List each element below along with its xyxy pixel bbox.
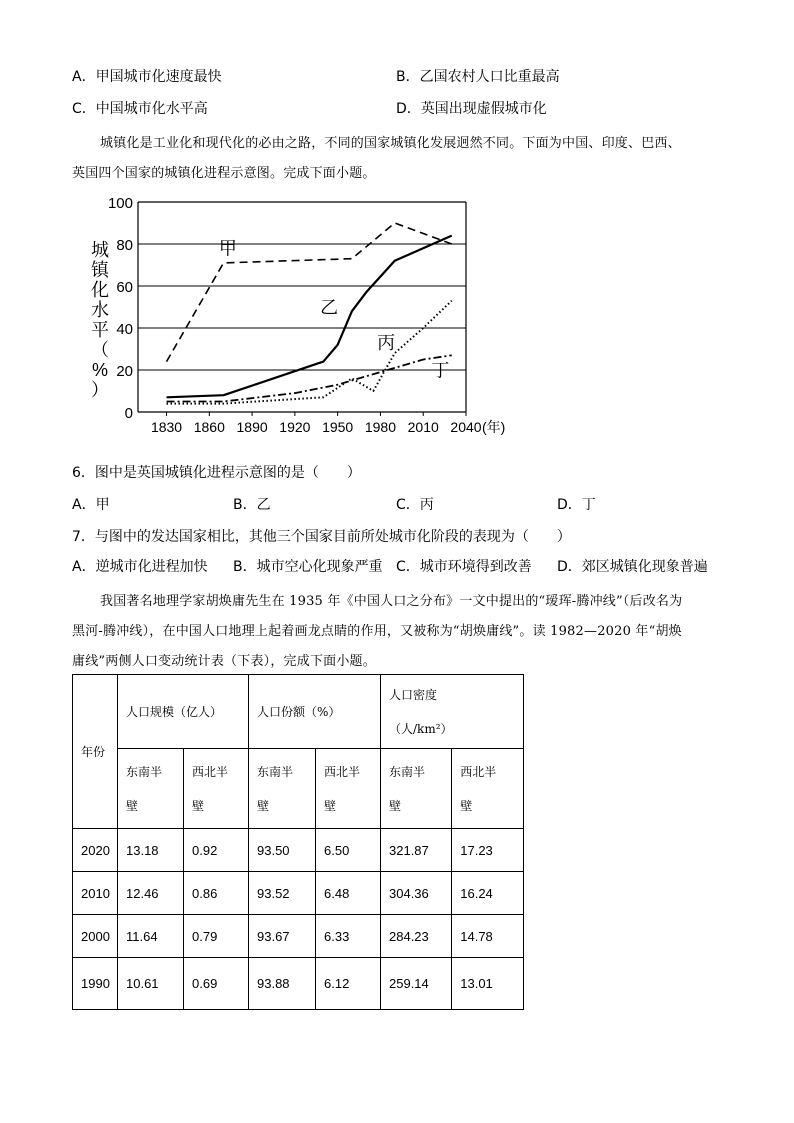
x-tick-label: 2040 [450,419,482,435]
table-cell: 11.64 [118,915,184,958]
table-cell: 14.78 [452,915,523,958]
y-tick-label: 40 [116,321,133,338]
table-row [73,915,524,958]
series-label: 甲 [218,238,237,259]
table-cell: 321.87 [381,829,452,872]
q5-option-a: A．甲国城市化速度最快 [72,69,222,85]
sub-header: 西北半壁 [184,749,249,829]
q7-option-a: A．逆城市化进程加快 [72,559,208,575]
q6-option-b: B．乙 [233,497,271,513]
x-tick-label: 1830 [150,419,183,435]
series-line-丁 [167,355,452,401]
group-header-share: 人口份额（%） [249,675,381,749]
table-row [73,958,524,1010]
table-cell: 10.61 [118,958,184,1010]
series-label: 丁 [431,360,450,381]
x-tick-label: 1950 [322,419,354,435]
y-tick-label: 20 [116,363,133,380]
q5-option-c: C．中国城市化水平高 [72,101,208,117]
table-cell: 13.01 [452,958,523,1010]
table-cell: 6.33 [316,915,381,958]
series-line-丙 [167,301,452,404]
q6-stem: 6．图中是英国城镇化进程示意图的是（ ） [72,465,361,481]
y-axis-label-char: ） [91,380,109,400]
group-header-density: 人口密度（人/km²） [381,675,524,749]
x-tick-label: 1920 [279,419,311,435]
sub-header: 西北半壁 [452,749,523,829]
table-cell: 284.23 [381,915,452,958]
y-axis-label-char: 平 [91,320,109,340]
intro2-line1: 我国著名地理学家胡焕庸先生在 1935 年《中国人口之分布》一文中提出的“瑷珲-腾冲线”（后改名为 [100,594,683,609]
table-cell: 6.50 [316,829,381,872]
sub-header: 东南半壁 [118,749,184,829]
table-cell: 2000 [73,915,118,958]
q6-option-a: A．甲 [72,497,110,513]
y-axis-label-char: % [91,360,109,380]
table-cell: 93.67 [249,915,316,958]
intro1-line2: 英国四个国家的城镇化进程示意图。完成下面小题。 [72,166,376,181]
y-axis-label-char: （ [91,340,109,360]
q5-option-d: D．英国出现虚假城市化 [396,101,547,117]
y-axis-label-char: 化 [91,280,109,300]
y-tick-label: 100 [107,195,133,212]
table-cell: 0.86 [184,872,249,915]
intro2-line3: 庸线”两侧人口变动统计表（下表），完成下面小题。 [72,654,376,669]
q5-option-b: B．乙国农村人口比重最高 [396,69,560,85]
intro1-line1: 城镇化是工业化和现代化的必由之路，不同的国家城镇化发展迥然不同。下面为中国、印度、巴西、 [100,136,681,151]
table-cell: 6.48 [316,872,381,915]
y-axis-label-char: 城 [91,240,109,260]
q7-option-d: D．郊区城镇化现象普遍 [557,559,708,575]
table-cell: 93.88 [249,958,316,1010]
group-header-scale: 人口规模（亿人） [118,675,249,749]
x-unit-label: (年) [482,419,506,435]
urbanization-chart [88,190,528,440]
x-tick-label: 1980 [364,419,397,435]
table-cell: 0.79 [184,915,249,958]
x-tick-label: 2010 [407,419,439,435]
x-tick-label: 1860 [193,419,225,435]
table-cell: 93.50 [249,829,316,872]
q7-stem: 7．与图中的发达国家相比，其他三个国家目前所处城市化阶段的表现为（ ） [72,529,571,545]
table-row [73,829,524,872]
table-cell: 93.52 [249,872,316,915]
table-cell: 16.24 [452,872,523,915]
table-cell: 1990 [73,958,118,1010]
y-tick-label: 80 [116,237,133,254]
table-cell: 304.36 [381,872,452,915]
q7-option-b: B．城市空心化现象严重 [233,559,383,575]
sub-header: 东南半壁 [249,749,316,829]
q6-option-c: C．丙 [396,497,434,513]
y-tick-label: 0 [124,405,133,422]
y-axis-label-char: 镇 [91,260,109,280]
table-cell: 6.12 [316,958,381,1010]
table-cell: 12.46 [118,872,184,915]
x-tick-label: 1890 [236,419,268,435]
table-cell: 2010 [73,872,118,915]
table-cell: 17.23 [452,829,523,872]
intro2-line2: 黑河-腾冲线），在中国人口地理上起着画龙点睛的作用，又被称为“胡焕庸线”。读 1982—2020 年“胡焕 [72,624,682,639]
table-cell: 259.14 [381,958,452,1010]
table-cell: 0.69 [184,958,249,1010]
table-row [73,872,524,915]
sub-header: 西北半壁 [316,749,381,829]
table-cell: 0.92 [184,829,249,872]
q7-option-c: C．城市环境得到改善 [396,559,532,575]
table-cell: 2020 [73,829,118,872]
series-label: 丙 [377,333,396,353]
series-label: 乙 [320,297,339,318]
q6-option-d: D．丁 [557,497,596,513]
table-cell: 13.18 [118,829,184,872]
y-tick-label: 60 [116,279,133,296]
population-table [72,674,524,1010]
year-header: 年份 [73,675,118,829]
y-axis-label-char: 水 [91,300,109,320]
sub-header: 东南半壁 [381,749,452,829]
